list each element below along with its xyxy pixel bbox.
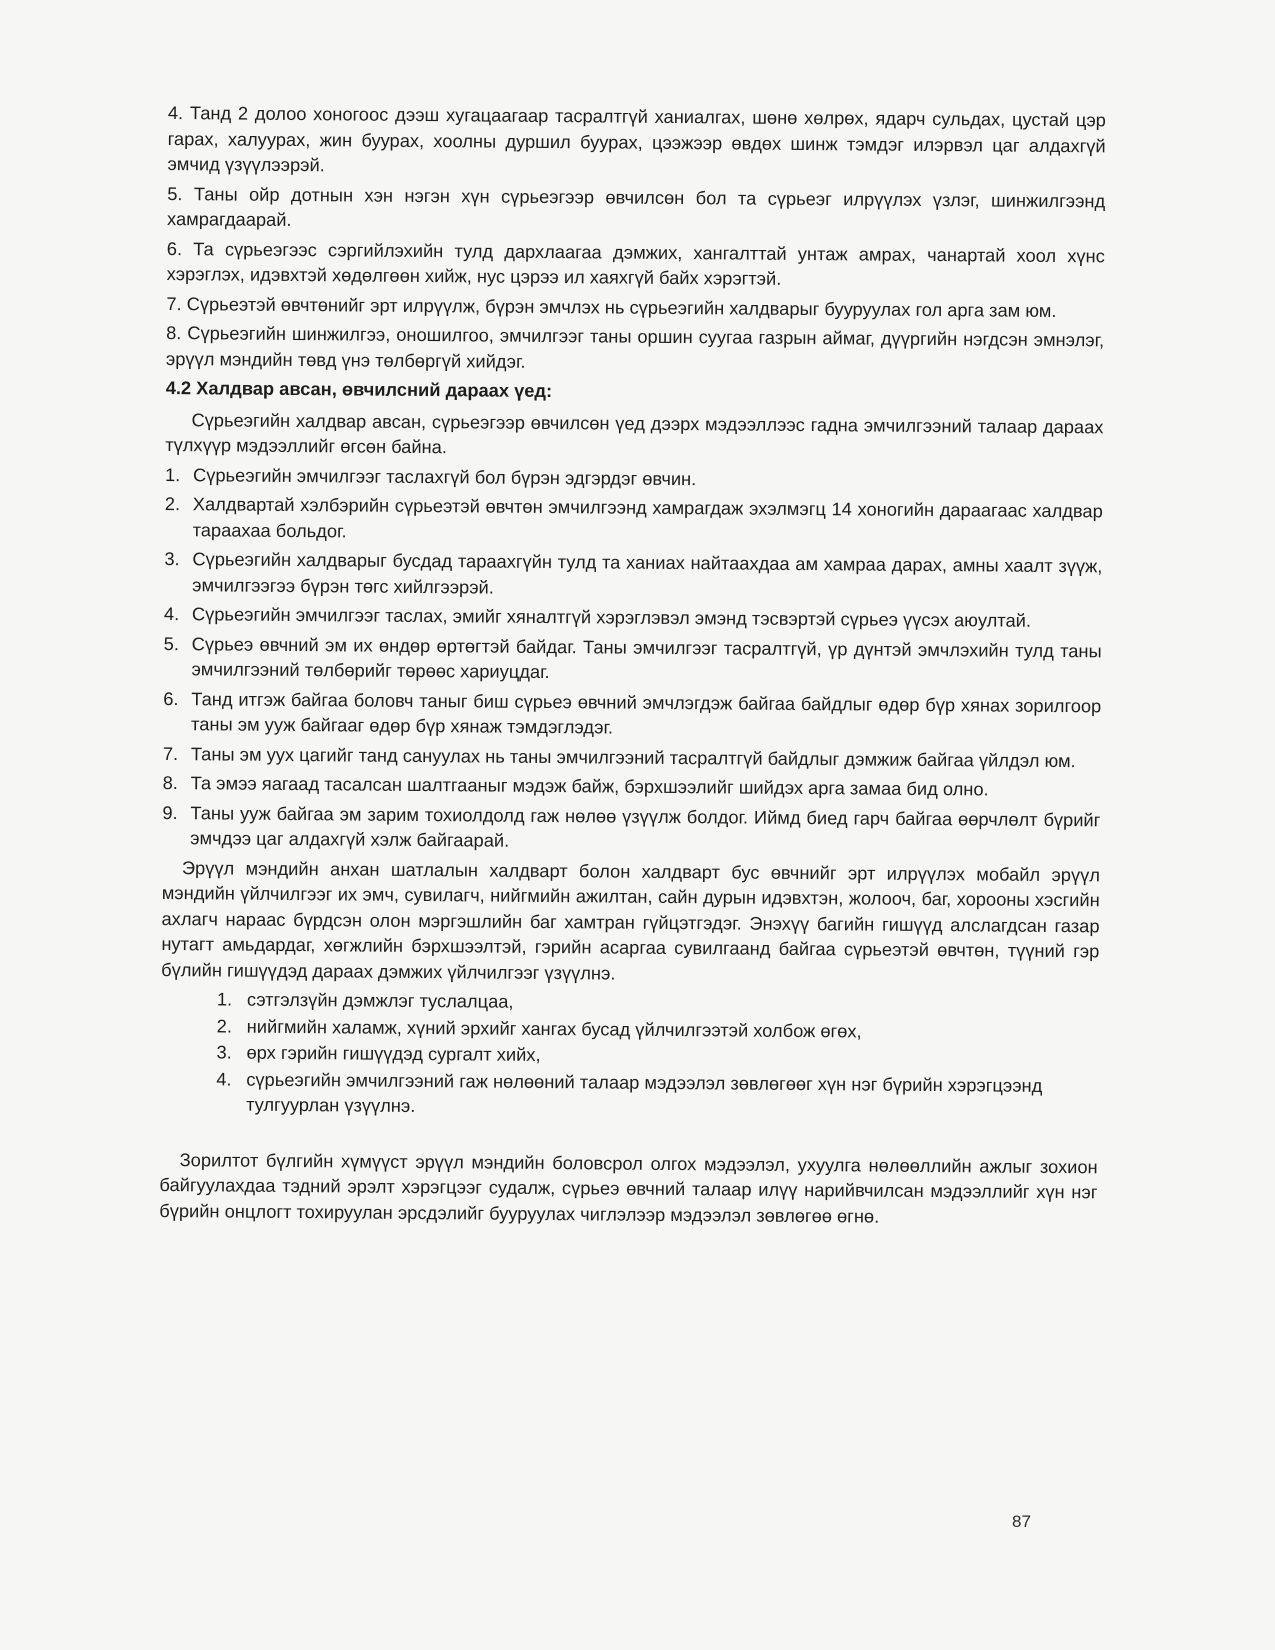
section-intro: Сүрьеэгийн халдвар авсан, сүрьеэгээр өвчилсөн үед дээрх мэдээллээс гадна эмчилгээний талаар дараах түлхүүр мэдээллийг өгсөн байна. — [165, 408, 1104, 458]
list-item-text: Таны эм уух цагийг танд сануулах нь таны эмчилгээний тасралтгүй байдлыг дэмжиж байгаа үйлдэл юм. — [190, 742, 1076, 771]
list-item — [163, 685, 1101, 743]
section-heading: 4.2 Халдвар авсан, өвчилсний дараах үед: — [165, 376, 553, 402]
list-item — [163, 630, 1101, 688]
list-item — [163, 770, 1101, 803]
page-content — [159, 100, 1106, 1230]
list-item-number: 2. — [164, 492, 181, 515]
list-item-text: Сүрьеэ өвчний эм их өндөр өртөгтэй байдаг. Таны эмчилгээг тасралтгүй, үр дүнтэй эмчлэхийн тулд таны эмчилгээний төлбөрийг төрөөс хариуцдаг. — [191, 632, 1102, 683]
sub-list-item-text: өрх гэрийн гишүүдэд сургалт хийх, — [246, 1041, 541, 1065]
list-item-number: 9. — [162, 801, 178, 823]
list-item-text: Танд итгэж байгаа боловч таныг биш сүрьеэ өвчний эмчлэгдэж байгаа байдлыг өдөр бүр хянах зорилгоор таны эм ууж байгааг өдөр бүр хянаж тэмдэглэдэг. — [191, 687, 1102, 738]
list-item — [163, 740, 1101, 773]
page-number: 87 — [1012, 1512, 1031, 1531]
sub-list-item-number: 2. — [216, 1014, 233, 1037]
list-item-text: Та эмээ яагаад тасалсан шалтгааныг мэдэж байж, бэрхшээлийг шийдэх арга замаа бид олно. — [190, 772, 989, 800]
list-item-text: Халдвартай хэлбэрийн сүрьеэтэй өвчтөн эмчилгээнд хамрагдаж эхэлмэгц 14 хоногийн дараагаас халдвар тараахаа больдог. — [192, 493, 1103, 541]
list-item-number: 4. — [163, 602, 180, 625]
sub-list-item-number: 4. — [216, 1067, 232, 1090]
list-item-number: 1. — [164, 463, 181, 485]
paragraph-item-7: 7. Сүрьеэтэй өвчтөнийг эрт илрүүлж, бүрэн эмчлэх нь сүрьеэгийн халдварыг бууруулах гол арга зам юм. — [166, 292, 1057, 321]
sub-list-item-text: сүрьеэгийн эмчилгээний гаж нөлөөний талаар мэдээлэл зөвлөгөөг хүн нэг бүрийн хэрэгцээнд тулгуурлан үзүүлнэ. — [246, 1068, 1043, 1116]
sub-list-item-number: 3. — [216, 1041, 232, 1063]
list-item-number: 8. — [162, 771, 178, 794]
list-item-number: 3. — [164, 547, 180, 570]
list-item — [164, 546, 1102, 604]
list-item-text: Сүрьеэгийн эмчилгээг таслах, эмийг хяналтгүй хэрэглэвэл эмэнд тэсвэртэй сүрьеэ үүсэх аюултай. — [191, 603, 1032, 631]
paragraph-item-8: 8. Сүрьеэгийн шинжилгээ, оношилгоо, эмчилгээг таны оршин суугаа газрын аймаг, дүүргийн нэгдсэн эмнэлэг, эрүүл мэндийн төвд үнэ төлбөргүй хийдэг. — [165, 321, 1105, 372]
key-info-list — [162, 461, 1103, 857]
list-item — [162, 799, 1100, 857]
sub-list-item-text: сэтгэлзүйн дэмжлэг туслалцаа, — [246, 988, 514, 1012]
final-paragraph: Зорилтот бүлгийн хүмүүст эрүүл мэндийн боловсрол олгох мэдээлэл, ухуулга нөлөөллийн ажлыг зохион байгуулахдаа тэдний эрэлт хэрэгцээг судалж, сүрьеэ өвчний талаар илүү нарийвчилсан мэдээллийг хүн нэг бүрийн онцлогт тохируулан эрсдэлийг бууруулах чиглэлээр мэдээлэл зөвлөгөө өгнө. — [159, 1148, 1098, 1227]
paragraph-item-4: 4. Танд 2 долоо хоногоос дээш хугацаагаар тасралтгүй ханиалгах, шөнө хөлрөх, ядарч сульдах, цустай цэр гарах, халуурах, жин буурах, хоолны дуршил буурах, цээжээр өвдөх шинж тэмдэг илэрвэл цаг алдахгүй эмчид үзүүлээрэй. — [167, 101, 1106, 176]
sub-list-item-number: 1. — [216, 988, 233, 1010]
sub-list-item-text: нийгмийн халамж, хүний эрхийг хангах бусад үйлчилгээтэй холбож өгөх, — [246, 1015, 862, 1041]
list-item-text: Таны ууж байгаа эм зарим тохиолдолд гаж нөлөө үзүүлж болдог. Иймд биед гарч байгаа өөрчлөлт бүрийг эмчдээ цаг алдахгүй хэлж байгаарай. — [190, 801, 1101, 851]
support-services-list — [160, 986, 1099, 1124]
list-item-number: 5. — [163, 632, 180, 654]
list-item-text: Сүрьеэгийн эмчилгээг таслахгүй бол бүрэн эдгэрдэг өвчин. — [192, 463, 697, 489]
list-item-number: 6. — [163, 687, 179, 709]
list-item-number: 7. — [162, 742, 179, 764]
list-item-text: Сүрьеэгийн халдварыг бусдад тараахгүйн тулд та ханиах найтаахдаа ам хамраа дарах, амны хаалт зүүж, эмчилгээгээ бүрэн төгс хийлгээрэй. — [192, 548, 1103, 598]
body-paragraph: Эрүүл мэндийн анхан шатлалын халдварт болон халдварт бус өвчнийг эрт илрүүлэх мобайл эрүүл мэндийн үйлчилгээг их эмч, сувилагч, нийгмийн ажилтан, сайн дурын идэвхтэн, жолооч, баг, хорооны хэсгийн ахлагч нараас бүрдсэн олон мэргэшлийн баг хамтран гүйцэтгэдэг. Энэхүү багийн гишүүд алслагдсан газар нутагт амьдардаг, хөгжлийн бэрхшээлтэй, гэрийн асаргаа сувилгаанд байгаа сүрьеэтэй өвчтөн, түүний гэр бүлийн гишүүдэд дараах дэмжих үйлчилгээг үзүүлнэ. — [161, 856, 1101, 984]
list-item — [165, 461, 1103, 494]
list-item — [165, 491, 1103, 549]
list-item — [164, 601, 1102, 634]
paragraph-item-5: 5. Таны ойр дотнын хэн нэгэн хүн сүрьеэгээр өвчилсөн бол та сүрьеэг илрүүлэх үзлэг, шинжилгээнд хамрагдаарай. — [166, 182, 1106, 230]
sub-list-item — [216, 1066, 1098, 1124]
paragraph-item-6: 6. Та сүрьеэгээс сэргийлэхийн тулд дархлаагаа дэмжих, хангалттай унтаж амрах, чанартай хоол хүнс хэрэглэх, идэвхтэй хөдөлгөөн хийж, нус цэрээ ил хаяхгүй байх хэрэгтэй. — [166, 237, 1105, 289]
